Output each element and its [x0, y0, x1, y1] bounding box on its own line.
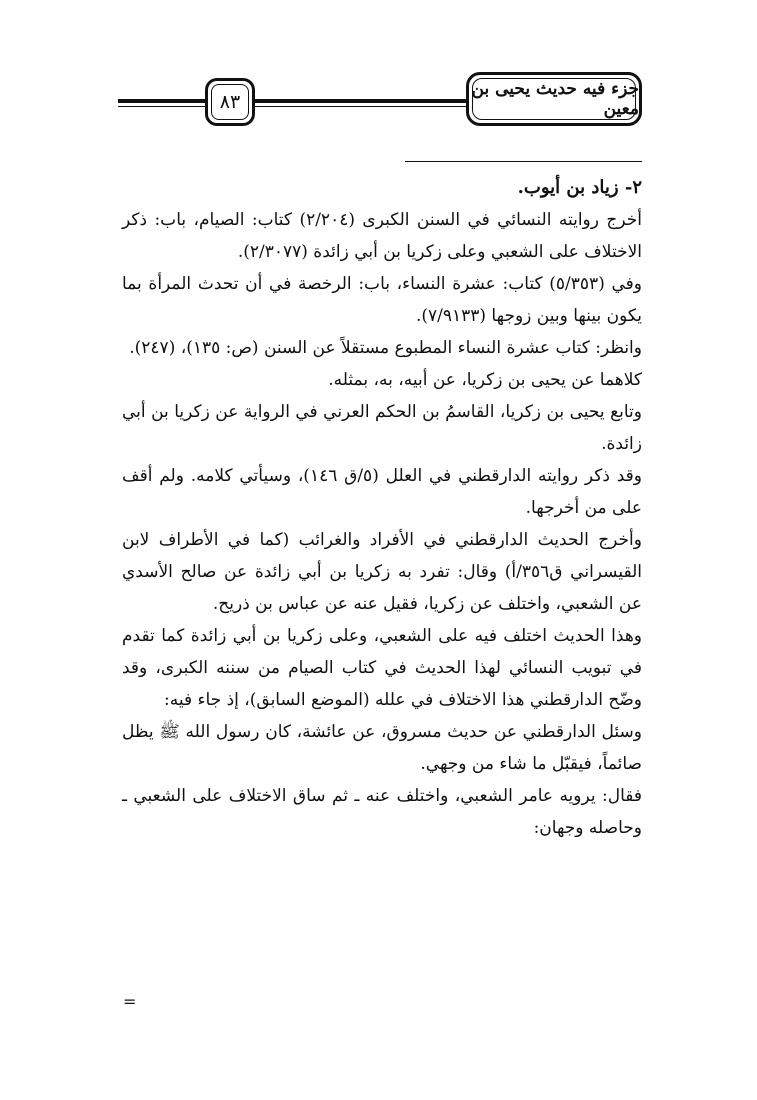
section-divider — [405, 161, 642, 162]
paragraph: وانظر: كتاب عشرة النساء المطبوع مستقلاً عن السنن (ص: ١٣٥)، (٢٤٧). — [129, 338, 642, 358]
continuation-mark: = — [123, 992, 137, 1011]
paragraph: وسئل الدارقطني عن حديث مسروق، عن عائشة، كان رسول الله ﷺ يظل صائماً، فيقبّل ما شاء من وجهي. — [122, 722, 642, 774]
paragraph: وقد ذكر روايته الدارقطني في العلل (٥/ق ١٤٦)، وسيأتي كلامه. ولم أقف على من أخرجها. — [122, 466, 642, 518]
page-number-box — [205, 78, 255, 126]
section-heading: ٢- زياد بن أيوب. — [517, 177, 642, 198]
running-title: جزء فيه حديث يحيى بن معين — [471, 79, 639, 119]
paragraph: وفي (٥/٣٥٣) كتاب: عشرة النساء، باب: الرخصة في أن تحدث المرأة بما يكون بينها وبين زوجها (٧/٩١٣٣). — [122, 274, 643, 326]
header-rule-left-thick — [118, 99, 206, 103]
page-number: ٨٣ — [219, 91, 241, 113]
paragraph: وتابع يحيى بن زكريا، القاسمُ بن الحكم العرني في الرواية عن زكريا بن أبي زائدة. — [122, 402, 642, 454]
paragraph: أخرج روايته النسائي في السنن الكبرى (٢/٢٠٤) كتاب: الصيام، باب: ذكر الاختلاف على الشعبي وعلى زكريا بن أبي زائدة (٢/٣٠٧٧). — [122, 210, 642, 262]
main-text — [122, 172, 642, 844]
paragraph: وأخرج الحديث الدارقطني في الأفراد والغرائب (كما في الأطراف لابن القيسراني ق٣٥٦/أ) وقال: تفرد به زكريا بن أبي زائدة عن صالح الأسدي عن الشعبي، واختلف عن زكريا، فقيل عنه عن عباس بن ذريح. — [122, 530, 642, 614]
paragraph: كلاهما عن يحيى بن زكريا، عن أبيه، به، بمثله. — [328, 370, 642, 390]
header-rule-middle-thin — [254, 106, 467, 107]
paragraph: فقال: يرويه عامر الشعبي، واختلف عنه ـ ثم ساق الاختلاف على الشعبي ـ وحاصله وجهان: — [122, 786, 642, 838]
header-rule-middle-thick — [254, 99, 467, 103]
header-rule-left-thin — [118, 106, 206, 107]
running-title-box — [466, 72, 642, 126]
paragraph: وهذا الحديث اختلف فيه على الشعبي، وعلى زكريا بن أبي زائدة كما تقدم في تبويب النسائي لهذا الحديث في كتاب الصيام من سننه الكبرى، وقد وضّح الدارقطني هذا الاختلاف في علله (الموضع السابق)، إذ جاء فيه: — [122, 626, 642, 710]
